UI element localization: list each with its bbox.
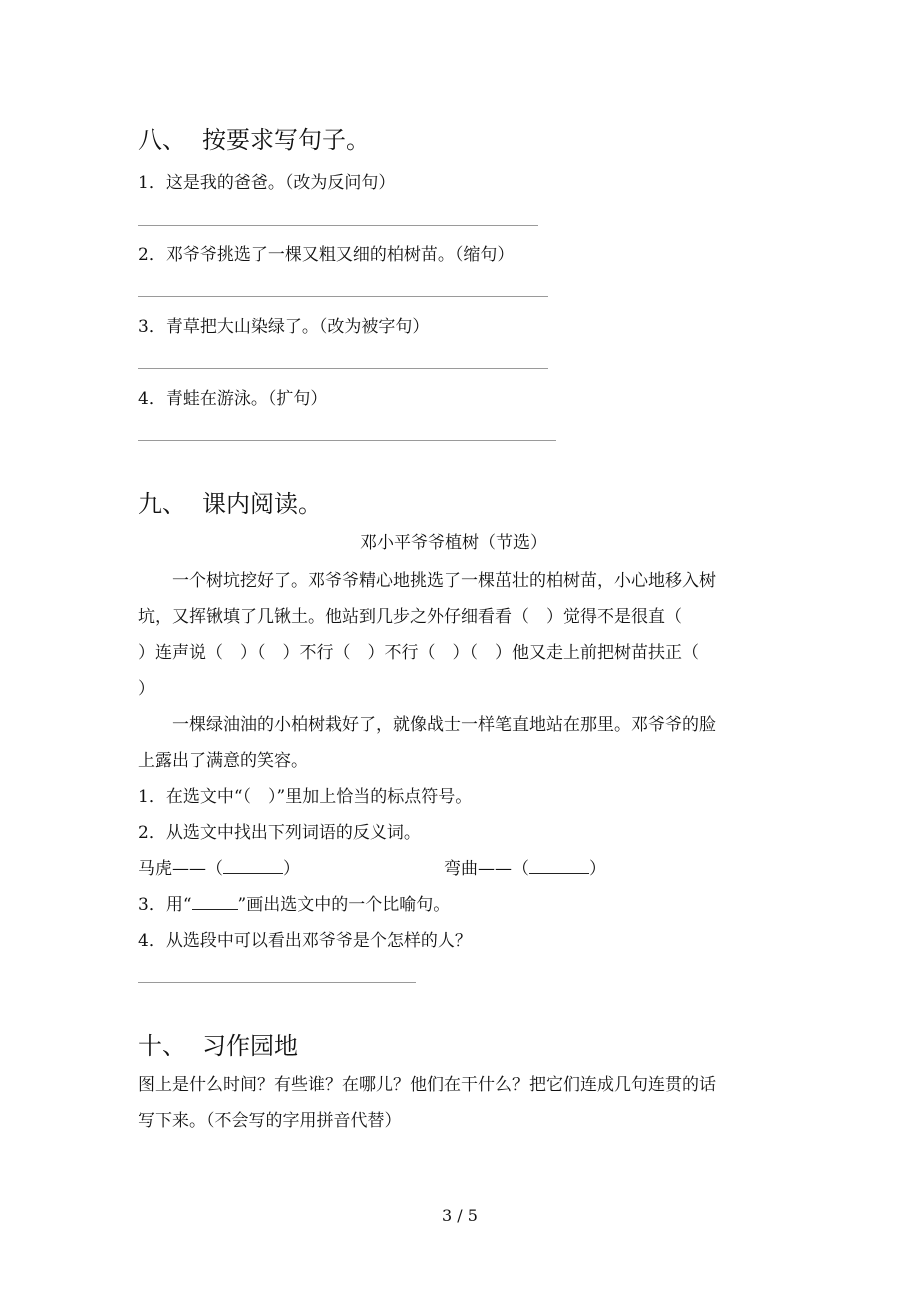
s8-answer-line-2[interactable]	[138, 296, 548, 297]
s9-question-4: 4．从选段中可以看出邓爷爷是个怎样的人？	[138, 931, 472, 951]
antonym-right-word: 弯曲——（	[444, 859, 529, 879]
section-10-number: 十、	[138, 1032, 186, 1060]
s8-question-3: 3．青草把大山染绿了。（改为被字句）	[138, 317, 430, 337]
antonym-right-blank[interactable]	[529, 859, 589, 874]
s8-question-2: 2．邓爷爷挑选了一棵又粗又细的柏树苗。（缩句）	[138, 245, 515, 265]
passage-line-3: ）连声说（ ）（ ）不行（ ）不行（ ）（ ）他又走上前把树苗扶正（	[138, 643, 699, 663]
antonym-left-close: ）	[283, 859, 300, 879]
writing-prompt-line-2: 写下来。（不会写的字用拼音代替）	[138, 1111, 402, 1131]
section-9-number: 九、	[138, 490, 186, 518]
passage-title: 邓小平爷爷植树（节选）	[360, 533, 547, 553]
section-10-heading	[138, 1026, 298, 1061]
s9-answer-line-4[interactable]	[138, 982, 416, 983]
antonym-left-word: 马虎——（	[138, 859, 223, 879]
s9-question-1: 1．在选文中“（ ）”里加上恰当的标点符号。	[138, 787, 473, 807]
section-10-title: 习作园地	[202, 1032, 298, 1060]
s8-answer-line-4[interactable]	[138, 440, 556, 441]
passage-line-5: 一棵绿油油的小柏树栽好了，就像战士一样笔直地站在那里。邓爷爷的脸	[172, 715, 716, 735]
s8-question-4: 4．青蛙在游泳。（扩句）	[138, 389, 328, 409]
passage-line-4: ）	[138, 679, 155, 699]
s9-question-3-prefix: 3．用“	[138, 895, 192, 915]
passage-line-1: 一个树坑挖好了。邓爷爷精心地挑选了一棵茁壮的柏树苗，小心地移入树	[172, 571, 716, 591]
antonym-left-blank[interactable]	[223, 859, 283, 874]
s8-answer-line-3[interactable]	[138, 368, 548, 369]
s9-question-3	[138, 890, 450, 915]
section-8-title: 按要求写句子。	[202, 126, 370, 154]
antonym-right-close: ）	[589, 859, 606, 879]
passage-line-2: 坑，又挥锹填了几锹土。他站到几步之外仔细看看（ ）觉得不是很直（	[138, 607, 682, 627]
s9-question-2: 2．从选文中找出下列词语的反义词。	[138, 823, 421, 843]
antonym-right	[444, 854, 606, 879]
writing-prompt-line-1: 图上是什么时间？有些谁？在哪儿？他们在干什么？把它们连成几句连贯的话	[138, 1075, 716, 1095]
section-8-heading	[138, 120, 370, 155]
section-9-title: 课内阅读。	[202, 490, 322, 518]
section-8-number: 八、	[138, 126, 186, 154]
page-number: 3 / 5	[442, 1206, 478, 1225]
passage-line-6: 上露出了满意的笑容。	[138, 751, 308, 771]
s8-answer-line-1[interactable]	[138, 225, 538, 226]
section-9-heading	[138, 484, 322, 519]
antonym-left	[138, 854, 300, 879]
s8-question-1: 1．这是我的爸爸。（改为反问句）	[138, 173, 396, 193]
s9-question-3-suffix: ”画出选文中的一个比喻句。	[237, 895, 451, 915]
underline-sample	[192, 895, 238, 910]
